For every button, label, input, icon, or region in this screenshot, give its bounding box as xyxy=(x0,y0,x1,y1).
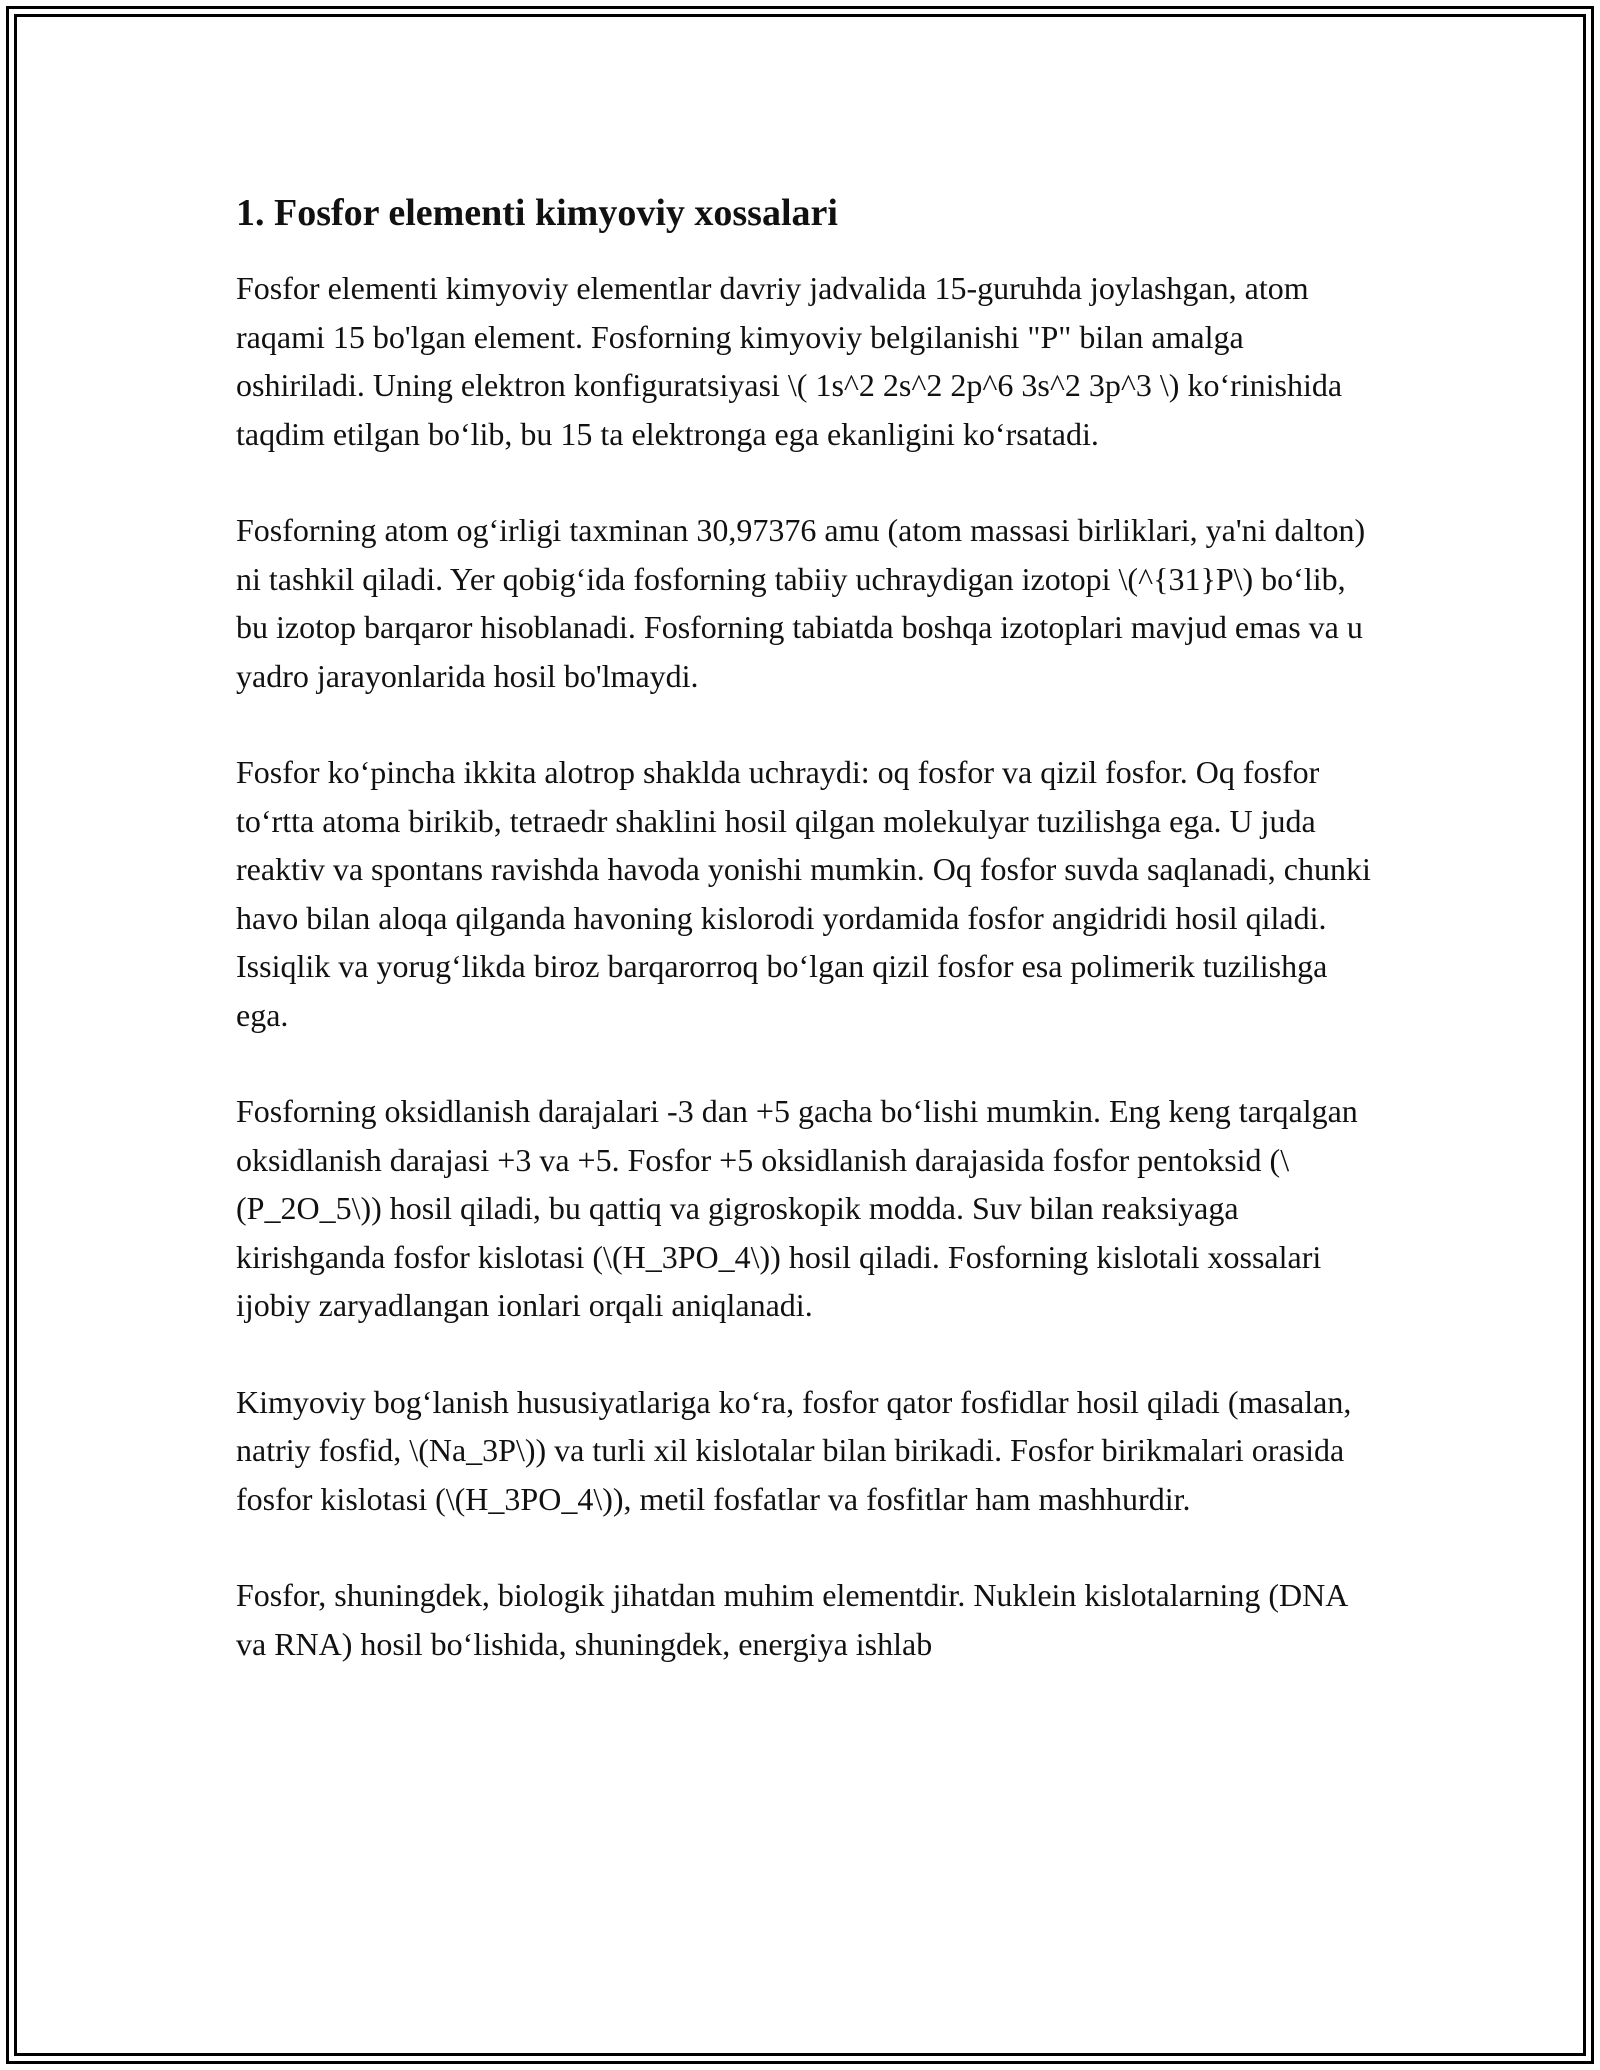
document-body xyxy=(236,188,1376,1716)
paragraph-oxidation-states: Fosforning oksidlanish darajalari -3 dan +5 gacha bo‘lishi mumkin. Eng keng tarqalgan oksidlanish darajasi +3 va +5. Fosfor +5 oksidlanish darajasida fosfor pentoksid (\(P_2O_5\)) hosil qiladi, bu qattiq va gigroskopik modda. Suv bilan reaksiyaga kirishganda fosfor kislotasi (\(H_3PO_4\)) hosil qiladi. Fosforning kislotali xossalari ijobiy zaryadlangan ionlari orqali aniqlanadi. xyxy=(236,1093,1358,1323)
paragraph-allotropes: Fosfor ko‘pincha ikkita alotrop shaklda uchraydi: oq fosfor va qizil fosfor. Oq fosfor to‘rtta atoma birikib, tetraedr shaklini hosil qilgan molekulyar tuzilishga ega. U juda reaktiv va spontans ravishda havoda yonishi mumkin. Oq fosfor suvda saqlanadi, chunki havo bilan aloqa qilganda havoning kislorodi yordamida fosfor angidridi hosil qiladi. Issiqlik va yorug‘likda biroz barqarorroq bo‘lgan qizil fosfor esa polimerik tuzilishga ega. xyxy=(236,754,1371,1033)
paragraph-biological-role: Fosfor, shuningdek, biologik jihatdan muhim elementdir. Nuklein kislotalarning (DNA va RNA) hosil bo‘lishida, shuningdek, energiya ishlab xyxy=(236,1577,1347,1662)
paragraph-atomic-weight: Fosforning atom og‘irligi taxminan 30,97376 amu (atom massasi birliklari, ya'ni dalton) ni tashkil qiladi. Yer qobig‘ida fosforning tabiiy uchraydigan izotopi \(^{31}P\) bo‘lib, bu izotop barqaror hisoblanadi. Fosforning tabiatda boshqa izotoplari mavjud emas va u yadro jarayonlarida hosil bo'lmaydi. xyxy=(236,512,1366,694)
paragraph-chemical-bonding: Kimyoviy bog‘lanish hususiyatlariga ko‘ra, fosfor qator fosfidlar hosil qiladi (masalan, natriy fosfid, \(Na_3P\)) va turli xil kislotalar bilan birikadi. Fosfor birikmalari orasida fosfor kislotasi (\(H_3PO_4\)), metil fosfatlar va fosfitlar ham mashhurdir. xyxy=(236,1383,1352,1517)
section-heading: 1. Fosfor elementi kimyoviy xossalari xyxy=(236,192,838,234)
paragraph-electron-configuration: Fosfor elementi kimyoviy elementlar davriy jadvalida 15-guruhda joylashgan, atom raqami 15 bo'lgan element. Fosforning kimyoviy belgilanishi "P" bilan amalga oshiriladi. Uning elektron konfiguratsiyasi \( 1s^2 2s^2 2p^6 3s^2 3p^3 \) ko‘rinishida taqdim etilgan bo‘lib, bu 15 ta elektronga ega ekanligini ko‘rsatadi. xyxy=(236,270,1343,452)
